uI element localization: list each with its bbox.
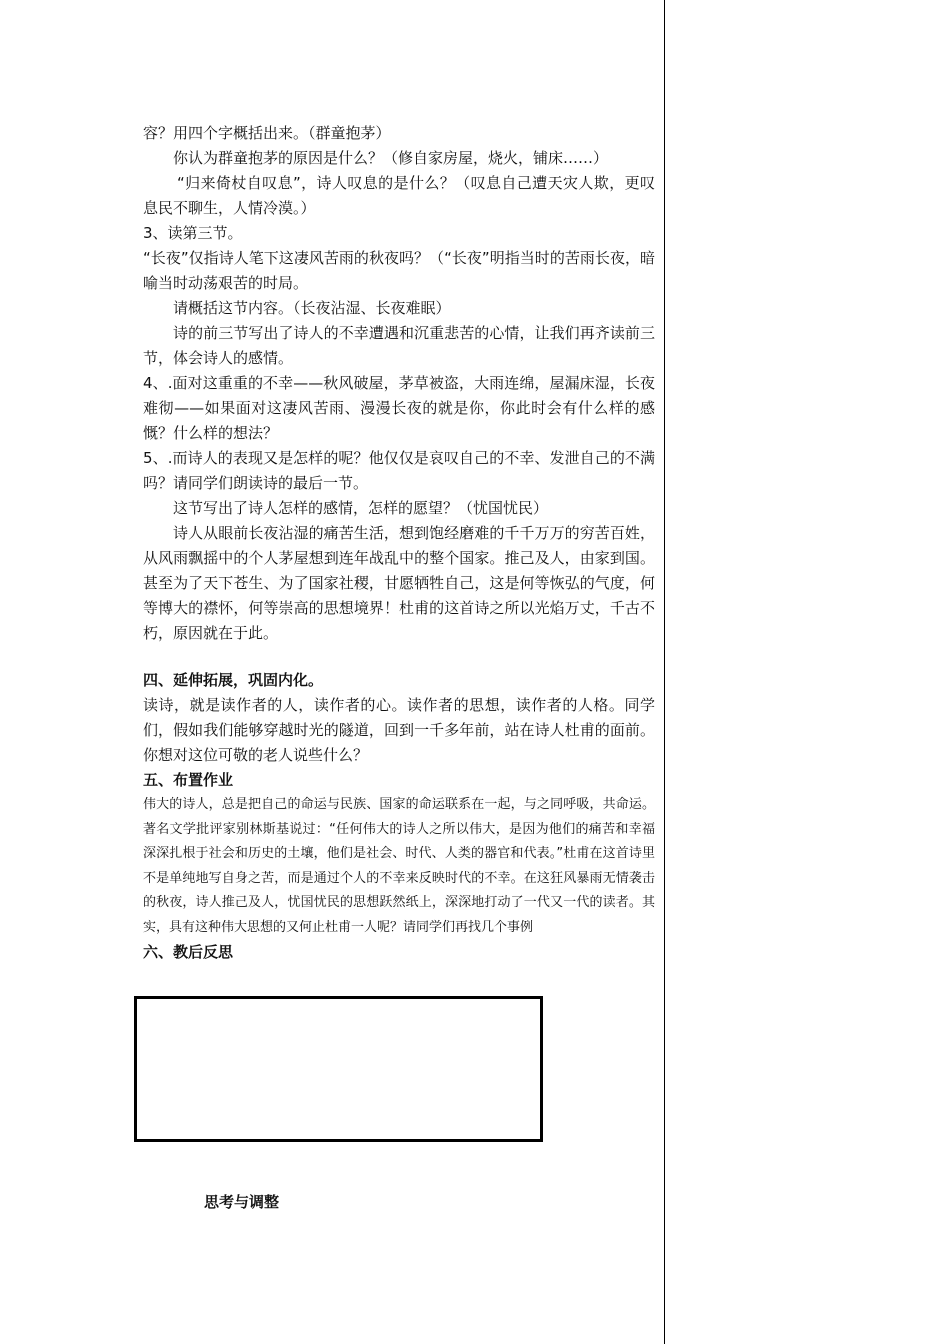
paragraph-long-night-question: “长夜”仅指诗人笔下这凄风苦雨的秋夜吗？（“长夜”明指当时的苦雨长夜，暗喻当时动荡艰苦的时局。 (143, 249, 655, 292)
section-spacer (143, 646, 655, 668)
reflection-box (134, 996, 543, 1142)
paragraph-first-three-sections: 诗的前三节写出了诗人的不幸遭遇和沉重悲苦的心情，让我们再齐读前三节，体会诗人的感情。 (143, 324, 655, 367)
paragraph-group-boys: 容？用四个字概括出来。（群童抱茅） (143, 124, 391, 142)
document-body (143, 121, 655, 965)
section4-heading: 四、延伸拓展，巩固内化。 (143, 671, 324, 689)
paragraph-reason-question: 你认为群童抱茅的原因是什么？（修自家房屋，烧火，铺床……） (173, 149, 609, 167)
section5-heading: 五、布置作业 (143, 771, 234, 789)
paragraph-poet-response: 5、.而诗人的表现又是怎样的呢？他仅仅是哀叹自己的不幸、发泄自己的不满吗？请同学们朗读诗的最后一节。 (143, 449, 655, 492)
section5-body: 伟大的诗人，总是把自己的命运与民族、国家的命运联系在一起，与之同呼吸，共命运。著名文学批评家别林斯基说过：“任何伟大的诗人之所以伟大，是因为他们的痛苦和幸福深深扎根于社会和历史的土壤，他们是社会、时代、人类的器官和代表。”杜甫在这首诗里不是单纯地写自身之苦，而是通过个人的不幸来反映时代的不幸。在这狂风暴雨无情袭击的秋夜，诗人推己及人，忧国忧民的思想跃然纸上，深深地打动了一代又一代的读者。其实，具有这种伟大思想的又何止杜甫一人呢？请同学们再找几个事例 (143, 797, 655, 935)
paragraph-misfortune-question: 4、.面对这重重的不幸——秋风破屋，茅草被盗，大雨连绵，屋漏床湿，长夜难彻——如果面对这凄风苦雨、漫漫长夜的就是你，你此时会有什么样的感慨？什么样的想法？ (143, 374, 655, 442)
section4-body: 读诗，就是读作者的人，读作者的心。读作者的思想，读作者的人格。同学们，假如我们能够穿越时光的隧道，回到一千多年前，站在诗人杜甫的面前。你想对这位可敬的老人说些什么？ (143, 696, 655, 764)
margin-divider-line (664, 0, 665, 1344)
sidebar-think-adjust-label: 思考与调整 (204, 1193, 280, 1211)
paragraph-sigh-question: “归来倚杖自叹息”，诗人叹息的是什么？（叹息自己遭天灾人欺，更叹息民不聊生，人情冷漠。） (143, 174, 655, 217)
paragraph-emotion-wish: 这节写出了诗人怎样的感情，怎样的愿望？（忧国忧民） (173, 499, 549, 517)
section6-heading: 六、教后反思 (143, 943, 234, 961)
paragraph-summarize-section: 请概括这节内容。（长夜沾湿、长夜难眠） (173, 299, 451, 317)
paragraph-poet-analysis: 诗人从眼前长夜沾湿的痛苦生活，想到饱经磨难的千千万万的穷苦百姓，从风雨飘摇中的个人茅屋想到连年战乱中的整个国家。推己及人，由家到国。甚至为了天下苍生、为了国家社稷，甘愿牺牲自己，这是何等恢弘的气度，何等博大的襟怀，何等崇高的思想境界！杜甫的这首诗之所以光焰万丈，千古不朽，原因就在于此。 (143, 524, 655, 642)
paragraph-read-third-section: 3、读第三节。 (143, 224, 243, 242)
